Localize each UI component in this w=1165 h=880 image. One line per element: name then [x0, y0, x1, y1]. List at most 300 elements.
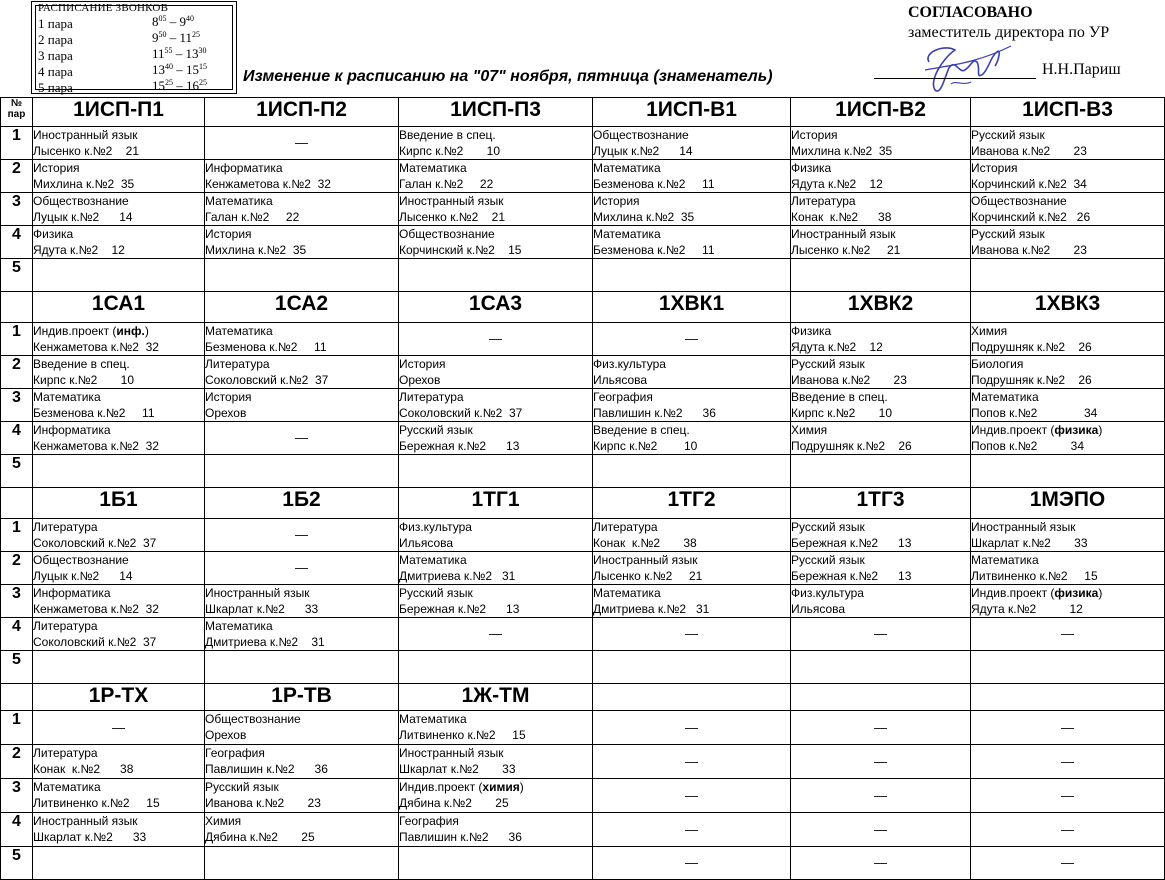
pair-number: 5: [1, 455, 33, 488]
subject-name: Литература: [399, 390, 464, 404]
schedule-row: [1, 323, 1165, 356]
teacher-room: Попов к.№2 34: [971, 439, 1084, 453]
teacher-room: [33, 471, 204, 487]
subject-name: Иностранный язык: [205, 586, 310, 600]
teacher-room: Иванова к.№2 23: [205, 796, 321, 810]
bell-pair-label: 2 пара: [38, 32, 73, 47]
schedule-row: [1, 745, 1165, 779]
subject-name: Литература: [33, 746, 98, 760]
group-name: 1Ж-ТМ: [399, 684, 593, 711]
pair-number: 5: [1, 847, 33, 880]
group-name: 1Р-ТВ: [205, 684, 399, 711]
teacher-room: Кенжаметова к.№2 32: [33, 439, 159, 453]
lesson-cell: [33, 226, 205, 259]
empty-slot-dash: —: [971, 847, 1165, 880]
subject-name: [593, 259, 790, 275]
subject-name: Химия: [791, 423, 828, 437]
teacher-room: Шкарлат к.№2 33: [205, 602, 319, 616]
teacher-room: Кенжаметова к.№2 32: [33, 340, 159, 354]
teacher-room: Ядута к.№2 12: [971, 602, 1083, 616]
lesson-cell: [971, 651, 1165, 684]
teacher-room: Кирпс к.№2 10: [593, 439, 698, 453]
lesson-cell: [399, 847, 593, 880]
teacher-room: Конак к.№2 38: [593, 536, 697, 550]
lesson-cell: [205, 813, 399, 847]
pair-number: 2: [1, 356, 33, 389]
empty-slot-dash: —: [791, 711, 971, 745]
subject-name: [205, 651, 398, 667]
subject-name: [399, 847, 592, 863]
lesson-cell: [33, 618, 205, 651]
teacher-room: [205, 667, 398, 683]
pair-number: 5: [1, 651, 33, 684]
lesson-cell: [205, 226, 399, 259]
lesson-cell: [593, 455, 791, 488]
approval-name: Н.Н.Париш: [1042, 61, 1121, 78]
lesson-cell: [205, 745, 399, 779]
teacher-room: Безменова к.№2 11: [593, 243, 715, 257]
teacher-room: Безменова к.№2 11: [205, 340, 327, 354]
teacher-room: Михлина к.№2 35: [593, 210, 695, 224]
subject-name: Русский язык: [399, 423, 473, 437]
subject-name: Математика: [593, 586, 661, 600]
teacher-room: Лысенко к.№2 21: [593, 569, 703, 583]
lesson-cell: [791, 519, 971, 552]
teacher-room: Литвиненко к.№2 15: [399, 728, 526, 742]
teacher-room: Иванова к.№2 23: [971, 243, 1087, 257]
schedule-row: [1, 422, 1165, 455]
lesson-cell: [33, 259, 205, 292]
lesson-cell: [33, 193, 205, 226]
approval-title: СОГЛАСОВАНО: [908, 4, 1033, 21]
subject-name: Физика: [791, 324, 832, 338]
group-name: 1ТГ2: [593, 488, 791, 519]
lesson-cell: [33, 455, 205, 488]
lesson-cell: [399, 552, 593, 585]
lesson-cell: [33, 127, 205, 160]
lesson-cell: [399, 585, 593, 618]
teacher-room: [791, 275, 970, 291]
subject-name: История: [791, 128, 838, 142]
empty-slot-dash: —: [205, 519, 399, 552]
subject-name: Введение в спец.: [33, 357, 130, 371]
lesson-cell: [593, 422, 791, 455]
teacher-room: Шкарлат к.№2 33: [971, 536, 1088, 550]
teacher-room: Павлишин к.№2 36: [205, 762, 328, 776]
teacher-room: Лысенко к.№2 21: [791, 243, 901, 257]
bell-time: $9^{50} - 11^{25}$: [152, 30, 201, 45]
group-name: 1ХВК1: [593, 292, 791, 323]
empty-slot-dash: —: [399, 618, 593, 651]
lesson-cell: [205, 455, 399, 488]
pair-number-label: №: [10, 98, 23, 109]
teacher-room: Безменова к.№2 11: [593, 177, 715, 191]
teacher-room: Михлина к.№2 35: [205, 243, 307, 257]
signature-image: [915, 40, 1015, 96]
subject-name: Индив.проект (инф.): [33, 324, 149, 338]
teacher-room: Кенжаметова к.№2 32: [205, 177, 331, 191]
subject-name: Математика: [205, 619, 273, 633]
subject-name: [593, 651, 790, 667]
lesson-cell: [33, 389, 205, 422]
subject-name: Русский язык: [791, 520, 865, 534]
schedule-row: [1, 356, 1165, 389]
subject-name: Литература: [593, 520, 658, 534]
teacher-room: [399, 275, 592, 291]
lesson-cell: [791, 552, 971, 585]
group-name: 1МЭПО: [971, 488, 1165, 519]
bell-pair-label: 3 пара: [38, 48, 73, 63]
pair-number: 3: [1, 389, 33, 422]
group-name: 1ИСП-П3: [399, 98, 593, 127]
teacher-room: [593, 275, 790, 291]
lesson-cell: [791, 226, 971, 259]
lesson-cell: [593, 651, 791, 684]
signature-line: [874, 78, 1036, 79]
teacher-room: Бережная к.№2 13: [399, 439, 520, 453]
schedule-row: [1, 389, 1165, 422]
subject-name: Иностранный язык: [33, 814, 138, 828]
subject-name: Математика: [33, 390, 101, 404]
lesson-cell: [593, 127, 791, 160]
empty-slot-dash: —: [971, 779, 1165, 813]
subject-name: [971, 455, 1164, 471]
teacher-room: Орехов: [399, 373, 441, 387]
lesson-cell: [205, 389, 399, 422]
subject-name: География: [593, 390, 653, 404]
subject-name: Русский язык: [971, 128, 1045, 142]
subject-name: Информатика: [33, 586, 111, 600]
teacher-room: [971, 275, 1164, 291]
subject-name: Математика: [593, 161, 661, 175]
group-name: 1ИСП-П1: [33, 98, 205, 127]
subject-name: Русский язык: [971, 227, 1045, 241]
teacher-room: Иванова к.№2 23: [971, 144, 1087, 158]
subject-name: Математика: [971, 553, 1039, 567]
teacher-room: [971, 667, 1164, 683]
teacher-room: Дмитриева к.№2 31: [399, 569, 516, 583]
lesson-cell: [33, 160, 205, 193]
subject-name: История: [205, 227, 252, 241]
teacher-room: [205, 863, 398, 879]
group-name: 1СА3: [399, 292, 593, 323]
pair-number-header: [1, 488, 33, 519]
teacher-room: Кирпс к.№2 10: [399, 144, 501, 158]
teacher-room: Галан к.№2 22: [205, 210, 300, 224]
subject-name: Литература: [205, 357, 270, 371]
teacher-room: Кенжаметова к.№2 32: [33, 602, 159, 616]
subject-name: История: [33, 161, 80, 175]
lesson-cell: [791, 455, 971, 488]
lesson-cell: [399, 813, 593, 847]
subject-name: [971, 651, 1164, 667]
teacher-room: Бережная к.№2 13: [791, 569, 912, 583]
lesson-cell: [33, 519, 205, 552]
lesson-cell: [971, 259, 1165, 292]
subject-name: Математика: [205, 324, 273, 338]
teacher-room: Павлишин к.№2 36: [593, 406, 716, 420]
subject-name: [593, 455, 790, 471]
teacher-room: [791, 667, 970, 683]
pair-number: 5: [1, 259, 33, 292]
lesson-cell: [971, 193, 1165, 226]
teacher-room: [33, 667, 204, 683]
lesson-cell: [593, 389, 791, 422]
pair-number-header: [1, 98, 33, 127]
teacher-room: [971, 471, 1164, 487]
lesson-cell: [399, 745, 593, 779]
teacher-room: Подрушняк к.№2 26: [971, 340, 1092, 354]
schedule-row: [1, 193, 1165, 226]
bell-pair-label: 4 пара: [38, 64, 73, 79]
bell-time: $13^{40} - 15^{15}$: [152, 62, 207, 77]
page-title: Изменение к расписанию на "07" ноября, пятница (знаменатель): [243, 68, 773, 85]
teacher-room: [33, 863, 204, 879]
subject-name: География: [205, 746, 265, 760]
schedule-row: [1, 259, 1165, 292]
subject-name: [399, 651, 592, 667]
group-name: 1ТГ1: [399, 488, 593, 519]
lesson-cell: [399, 422, 593, 455]
lesson-cell: [399, 519, 593, 552]
lesson-cell: [971, 389, 1165, 422]
teacher-room: Соколовский к.№2 37: [205, 373, 329, 387]
subject-name: География: [399, 814, 459, 828]
empty-slot-dash: —: [205, 127, 399, 160]
group-name: 1СА2: [205, 292, 399, 323]
pair-number: 4: [1, 813, 33, 847]
empty-slot-dash: —: [791, 779, 971, 813]
teacher-room: Подрушняк к.№2 26: [791, 439, 912, 453]
subject-name: Математика: [399, 161, 467, 175]
schedule-table: [0, 97, 1165, 880]
lesson-cell: [33, 779, 205, 813]
lesson-cell: [791, 356, 971, 389]
empty-slot-dash: —: [593, 711, 791, 745]
schedule-row: [1, 847, 1165, 880]
subject-name: Иностранный язык: [399, 194, 504, 208]
subject-name: [399, 455, 592, 471]
subject-name: [971, 259, 1164, 275]
teacher-room: Корчинский к.№2 26: [971, 210, 1091, 224]
subject-name: Иностранный язык: [33, 128, 138, 142]
subject-name: Математика: [971, 390, 1039, 404]
lesson-cell: [205, 779, 399, 813]
subject-name: Биология: [971, 357, 1024, 371]
teacher-room: Корчинский к.№2 34: [971, 177, 1087, 191]
teacher-room: Луцык к.№2 14: [33, 210, 133, 224]
teacher-room: Шкарлат к.№2 33: [33, 830, 147, 844]
teacher-room: [791, 471, 970, 487]
subject-name: Обществознание: [971, 194, 1067, 208]
subject-name: История: [593, 194, 640, 208]
pair-number: 4: [1, 422, 33, 455]
pair-number: 3: [1, 585, 33, 618]
lesson-cell: [971, 127, 1165, 160]
subject-name: Обществознание: [593, 128, 689, 142]
group-name: 1Б2: [205, 488, 399, 519]
empty-slot-dash: —: [399, 323, 593, 356]
teacher-room: [593, 471, 790, 487]
lesson-cell: [33, 745, 205, 779]
pair-number: 3: [1, 779, 33, 813]
teacher-room: Конак к.№2 38: [33, 762, 134, 776]
subject-name: Индив.проект (химия): [399, 780, 524, 794]
subject-name: [33, 259, 204, 275]
pair-number: 4: [1, 226, 33, 259]
subject-name: Информатика: [33, 423, 111, 437]
lesson-cell: [791, 259, 971, 292]
lesson-cell: [33, 651, 205, 684]
teacher-room: Ядута к.№2 12: [33, 243, 125, 257]
lesson-cell: [33, 323, 205, 356]
lesson-cell: [399, 193, 593, 226]
subject-name: [205, 455, 398, 471]
subject-name: [33, 847, 204, 863]
empty-slot-dash: —: [593, 618, 791, 651]
bell-time: $8^{05} - 9^{40}$: [152, 14, 194, 29]
teacher-room: Кирпс к.№2 10: [33, 373, 135, 387]
empty-slot-dash: —: [205, 552, 399, 585]
bell-schedule-title: РАСПИСАНИЕ ЗВОНКОВ: [38, 2, 169, 14]
subject-name: Физ.культура: [593, 357, 666, 371]
subject-name: Иностранный язык: [593, 553, 698, 567]
subject-name: Химия: [205, 814, 242, 828]
empty-slot-dash: —: [33, 711, 205, 745]
lesson-cell: [33, 585, 205, 618]
lesson-cell: [33, 552, 205, 585]
lesson-cell: [399, 127, 593, 160]
subject-name: Математика: [593, 227, 661, 241]
lesson-cell: [971, 519, 1165, 552]
subject-name: Обществознание: [399, 227, 495, 241]
lesson-cell: [971, 160, 1165, 193]
subject-name: Индив.проект (физика): [971, 423, 1103, 437]
schedule-row: [1, 585, 1165, 618]
teacher-room: [399, 471, 592, 487]
subject-name: История: [971, 161, 1018, 175]
pair-number: 1: [1, 519, 33, 552]
teacher-room: Соколовский к.№2 37: [33, 635, 157, 649]
subject-name: Русский язык: [205, 780, 279, 794]
lesson-cell: [971, 323, 1165, 356]
lesson-cell: [205, 585, 399, 618]
teacher-room: [593, 667, 790, 683]
subject-name: [791, 651, 970, 667]
approval-role: заместитель директора по УР: [908, 24, 1110, 41]
schedule-row: [1, 519, 1165, 552]
empty-slot-dash: —: [791, 813, 971, 847]
teacher-room: Павлишин к.№2 36: [399, 830, 522, 844]
teacher-room: Литвиненко к.№2 15: [33, 796, 160, 810]
lesson-cell: [593, 259, 791, 292]
schedule-row: [1, 779, 1165, 813]
lesson-cell: [791, 160, 971, 193]
subject-name: Введение в спец.: [593, 423, 690, 437]
lesson-cell: [971, 422, 1165, 455]
lesson-cell: [399, 651, 593, 684]
teacher-room: Орехов: [205, 728, 247, 742]
group-header-row: [1, 292, 1165, 323]
subject-name: Математика: [399, 712, 467, 726]
teacher-room: Ильясова: [399, 536, 454, 550]
lesson-cell: [399, 711, 593, 745]
empty-slot-dash: —: [971, 813, 1165, 847]
teacher-room: Корчинский к.№2 15: [399, 243, 522, 257]
pair-number: 3: [1, 193, 33, 226]
teacher-room: Ядута к.№2 12: [791, 340, 883, 354]
lesson-cell: [205, 711, 399, 745]
subject-name: Физ.культура: [399, 520, 472, 534]
subject-name: Обществознание: [205, 712, 301, 726]
pair-number-header: [1, 684, 33, 711]
lesson-cell: [791, 193, 971, 226]
group-name: 1ХВК2: [791, 292, 971, 323]
lesson-cell: [399, 226, 593, 259]
teacher-room: [33, 275, 204, 291]
schedule-row: [1, 455, 1165, 488]
pair-number: 4: [1, 618, 33, 651]
empty-slot-dash: —: [971, 618, 1165, 651]
teacher-room: [205, 471, 398, 487]
schedule-row: [1, 711, 1165, 745]
empty-slot-dash: —: [791, 745, 971, 779]
subject-name: Введение в спец.: [791, 390, 888, 404]
subject-name: Химия: [971, 324, 1008, 338]
group-name: 1Б1: [33, 488, 205, 519]
lesson-cell: [791, 651, 971, 684]
empty-slot-dash: —: [971, 745, 1165, 779]
group-name: [971, 684, 1165, 711]
bell-schedule: [31, 1, 237, 94]
pair-number: 1: [1, 127, 33, 160]
schedule-row: [1, 160, 1165, 193]
lesson-cell: [33, 847, 205, 880]
teacher-room: Иванова к.№2 23: [791, 373, 907, 387]
subject-name: История: [399, 357, 446, 371]
teacher-room: Шкарлат к.№2 33: [399, 762, 516, 776]
lesson-cell: [791, 389, 971, 422]
lesson-cell: [33, 813, 205, 847]
subject-name: Индив.проект (физика): [971, 586, 1103, 600]
pair-number-header: [1, 292, 33, 323]
lesson-cell: [33, 356, 205, 389]
lesson-cell: [399, 356, 593, 389]
subject-name: [33, 651, 204, 667]
teacher-room: Соколовский к.№2 37: [399, 406, 523, 420]
subject-name: Обществознание: [33, 553, 129, 567]
lesson-cell: [33, 422, 205, 455]
empty-slot-dash: —: [205, 422, 399, 455]
schedule-row: [1, 618, 1165, 651]
pair-number: 1: [1, 323, 33, 356]
subject-name: [791, 259, 970, 275]
subject-name: [205, 259, 398, 275]
group-name: 1Р-ТХ: [33, 684, 205, 711]
pair-number: 2: [1, 552, 33, 585]
subject-name: Физика: [791, 161, 832, 175]
subject-name: Литература: [33, 619, 98, 633]
subject-name: Физика: [33, 227, 74, 241]
subject-name: Математика: [399, 553, 467, 567]
pair-number: 1: [1, 711, 33, 745]
teacher-room: Конак к.№2 38: [791, 210, 892, 224]
group-header-row: [1, 98, 1165, 127]
lesson-cell: [971, 455, 1165, 488]
lesson-cell: [593, 193, 791, 226]
teacher-room: Подрушняк к.№2 26: [971, 373, 1092, 387]
teacher-room: [205, 275, 398, 291]
